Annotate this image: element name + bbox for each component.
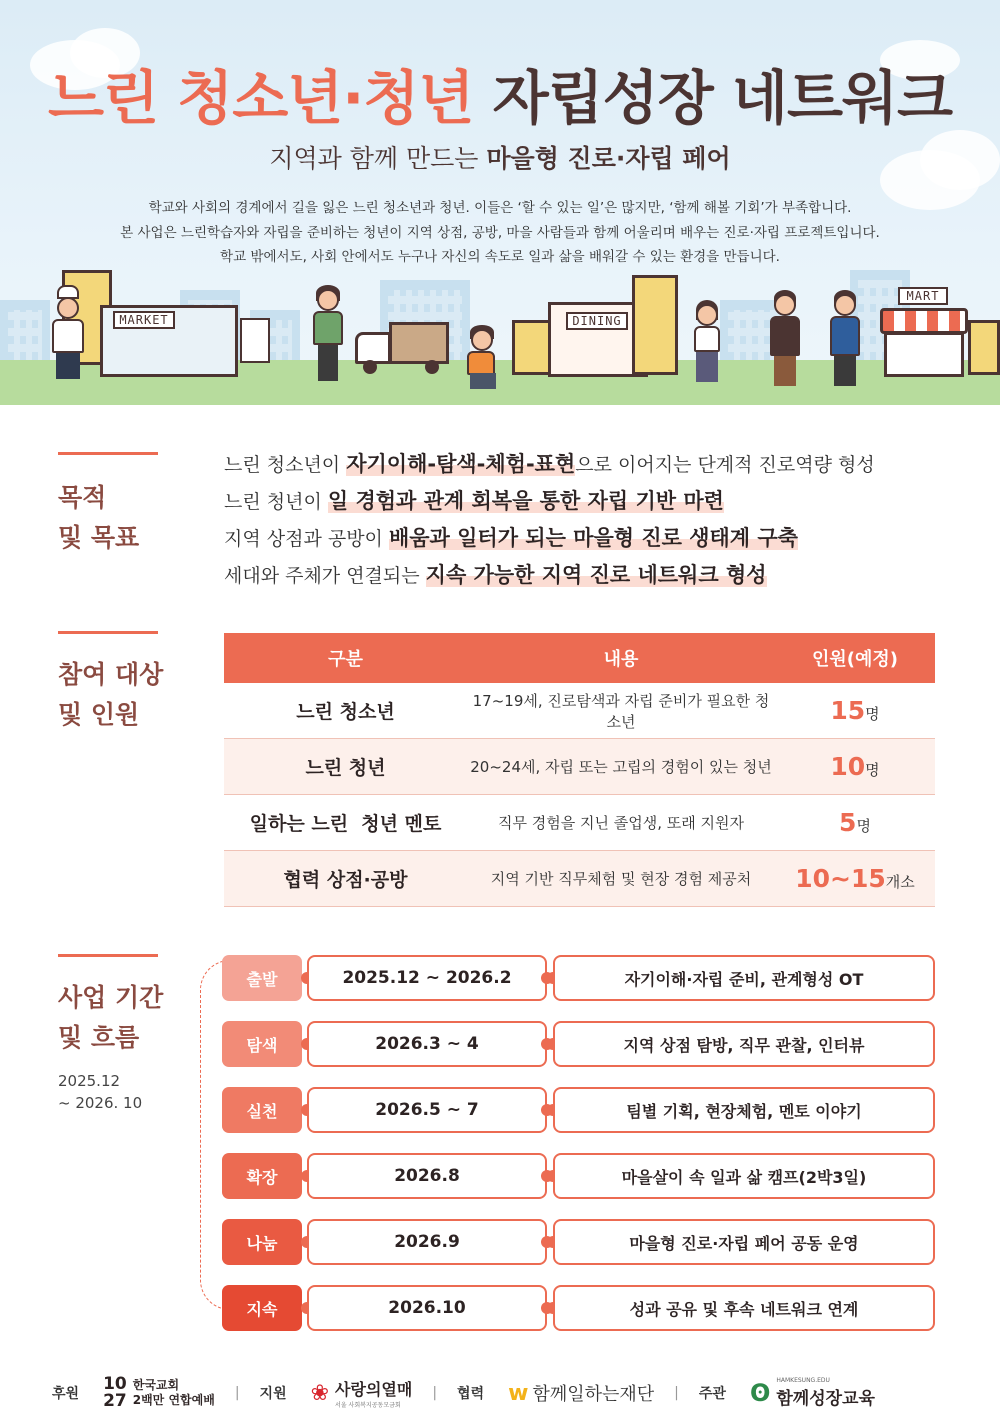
stage-badge: 탐색 (222, 1021, 302, 1067)
sponsor-label: 후원 (52, 1386, 80, 1402)
row-count (775, 808, 935, 837)
sponsor-name-line: 2백만 연합예배 (132, 1393, 215, 1407)
row-count (775, 864, 935, 893)
count-number: 10 (830, 752, 866, 781)
coop-mark-icon: w (508, 1380, 529, 1406)
section-title-line: 목적 (58, 483, 107, 512)
row-category: 일하는 느린 청년 멘토 (249, 813, 442, 835)
dining-sign: DINING (566, 312, 628, 330)
count-number: 10~15 (795, 864, 886, 893)
section-title-participants (58, 655, 163, 735)
stage-date: 2026.5 ~ 7 (307, 1087, 547, 1133)
stage-date: 2025.12 ~ 2026.2 (307, 955, 547, 1001)
intro-text (0, 196, 1000, 270)
sponsor-number-bottom: 27 (103, 1391, 127, 1411)
support-name: 사랑의열매 (335, 1380, 413, 1399)
store-window (240, 318, 270, 363)
count-unit: 명 (856, 817, 871, 835)
coop-name: 함께일하는재단 (532, 1384, 655, 1405)
page-title (0, 62, 1000, 134)
section-title-purpose (58, 478, 139, 558)
title-accent: 느린 청소년·청년 (47, 64, 474, 132)
stage-description: 성과 공유 및 후속 네트워크 연계 (553, 1285, 935, 1331)
host-mark-icon: ʘ (749, 1379, 771, 1407)
section-title-schedule (58, 978, 163, 1058)
row-content: 20~24세, 자립 또는 고립의 경험이 있는 청년 (470, 758, 772, 776)
stage-description: 마을형 진로·자립 페어 공동 운영 (553, 1219, 935, 1265)
helper-figure (826, 290, 864, 390)
section-title-line: 및 목표 (58, 523, 140, 552)
goal-highlight: 지속 가능한 지역 진로 네트워크 형성 (425, 563, 767, 587)
market-sign: MARKET (113, 311, 175, 329)
row-content: 17~19세, 진로탐색과 자립 준비가 필요한 청소년 (472, 691, 770, 731)
worker-figure (766, 290, 804, 390)
mart-sign: MART (898, 287, 948, 305)
schedule-step (222, 1021, 935, 1067)
row-category: 느린 청년 (305, 757, 386, 779)
header-content: 내용 (603, 649, 639, 670)
goal-item (224, 450, 875, 479)
table-row (224, 851, 935, 907)
host-label: 주관 (698, 1386, 726, 1402)
stage-date: 2026.10 (307, 1285, 547, 1331)
mart-awning (880, 308, 968, 334)
period-start: 2025.12 (58, 1072, 121, 1090)
woman-figure (310, 285, 346, 385)
schedule-step (222, 1153, 935, 1199)
goal-text: 지역 상점과 공방이 (224, 528, 389, 550)
goal-item (224, 524, 798, 553)
goal-item (224, 487, 724, 516)
schedule-step (222, 1285, 935, 1331)
row-content: 직무 경험을 지닌 졸업생, 또래 지원자 (498, 814, 744, 832)
table-row (224, 739, 935, 795)
host-logo (750, 1377, 875, 1409)
stage-badge: 출발 (222, 955, 302, 1001)
schedule-step (222, 955, 935, 1001)
section-title-line: 및 인원 (58, 700, 140, 729)
goal-text: 으로 이어지는 단계적 진로역량 형성 (575, 454, 875, 476)
project-period (58, 1070, 142, 1114)
row-count (775, 696, 935, 725)
goal-text: 느린 청소년이 (224, 454, 347, 476)
row-content: 지역 기반 직무체험 및 현장 경험 제공처 (490, 870, 752, 888)
stage-date: 2026.8 (307, 1153, 547, 1199)
count-unit: 명 (865, 761, 880, 779)
section-title-line: 및 흐름 (58, 1023, 140, 1052)
schedule-step (222, 1219, 935, 1265)
boy-figure (462, 325, 502, 395)
goal-highlight: 배움과 일터가 되는 마을형 진로 생태계 구축 (388, 526, 798, 550)
sponsor-logo (103, 1376, 215, 1410)
divider: | (234, 1385, 240, 1401)
row-category: 협력 상점·공방 (283, 869, 408, 891)
count-number: 5 (839, 808, 857, 837)
table-row (224, 683, 935, 739)
coop-logo (508, 1380, 654, 1406)
count-unit: 명 (865, 705, 880, 723)
period-end: ~ 2026. 10 (58, 1094, 143, 1112)
support-subname: 서울 사회복지공동모금회 (335, 1402, 401, 1409)
stage-description: 마을살이 속 일과 삶 캠프(2박3일) (553, 1153, 935, 1199)
sponsor-number-top: 10 (103, 1374, 127, 1394)
title-main: 자립성장 네트워크 (492, 64, 953, 132)
page-subtitle (0, 142, 1000, 176)
section-title-line: 사업 기간 (58, 983, 164, 1012)
yellow-building (632, 275, 678, 375)
sponsor-name-line: 한국교회 (132, 1378, 180, 1392)
participants-table (224, 633, 935, 907)
header-category: 구분 (328, 649, 363, 670)
count-number: 15 (830, 696, 866, 725)
subtitle-plain: 지역과 함께 만드는 (269, 144, 479, 173)
section-divider (58, 631, 158, 634)
support-logo (311, 1377, 413, 1409)
goal-highlight: 일 경험과 관계 회복을 통한 자립 기반 마련 (327, 489, 724, 513)
truck-illustration (355, 322, 450, 372)
love-fruit-icon: ❀ (310, 1380, 330, 1406)
schedule-step (222, 1087, 935, 1133)
divider: | (432, 1385, 438, 1401)
host-name: 함께성장교육 (776, 1389, 875, 1409)
goal-text: 세대와 주체가 연결되는 (224, 565, 426, 587)
count-unit: 개소 (885, 873, 915, 891)
stage-date: 2026.3 ~ 4 (307, 1021, 547, 1067)
goal-item (224, 561, 767, 590)
mart-store (884, 332, 964, 377)
host-subname: HAMKESUNG.EDU (776, 1377, 830, 1384)
intro-line: 학교 밖에서도, 사회 안에서도 누구나 자신의 속도로 일과 삶을 배워갈 수 있는 환경을 만듭니다. (220, 249, 780, 265)
stage-description: 팀별 기획, 현장체험, 멘토 이야기 (553, 1087, 935, 1133)
coop-label: 협력 (457, 1386, 485, 1402)
table-row (224, 795, 935, 851)
chef-figure (48, 285, 88, 385)
goal-text: 느린 청년이 (224, 491, 328, 513)
section-divider (58, 452, 158, 455)
stage-badge: 실천 (222, 1087, 302, 1133)
stage-description: 지역 상점 탐방, 직무 관찰, 인터뷰 (553, 1021, 935, 1067)
divider: | (674, 1385, 679, 1401)
stage-badge: 확장 (222, 1153, 302, 1199)
footer-credits (0, 1372, 1000, 1414)
table-header (224, 633, 935, 683)
stage-description: 자기이해·자립 준비, 관계형성 OT (553, 955, 935, 1001)
student-figure (692, 300, 722, 390)
intro-line: 학교와 사회의 경계에서 길을 잃은 느린 청소년과 청년. 이들은 ‘할 수 있는 일’은 많지만, ‘함께 해볼 기회’가 부족합니다. (148, 200, 852, 216)
goal-highlight: 자기이해-탐색-체험-표현 (346, 452, 576, 476)
yellow-building (512, 320, 552, 375)
intro-line: 본 사업은 느린학습자와 자립을 준비하는 청년이 지역 상점, 공방, 마을 사람들과 함께 어울리며 배우는 진로·자립 프로젝트입니다. (120, 224, 880, 241)
hero-banner (0, 0, 1000, 405)
stage-date: 2026.9 (307, 1219, 547, 1265)
yellow-building (968, 320, 1000, 375)
row-category: 느린 청소년 (296, 701, 395, 723)
support-label: 지원 (259, 1386, 287, 1402)
header-count: 인원(예정) (811, 649, 898, 670)
section-divider (58, 954, 158, 957)
row-count (775, 752, 935, 781)
subtitle-bold: 마을형 진로·자립 페어 (486, 144, 731, 173)
stage-badge: 지속 (222, 1285, 302, 1331)
stage-badge: 나눔 (222, 1219, 302, 1265)
section-title-line: 참여 대상 (58, 660, 164, 689)
